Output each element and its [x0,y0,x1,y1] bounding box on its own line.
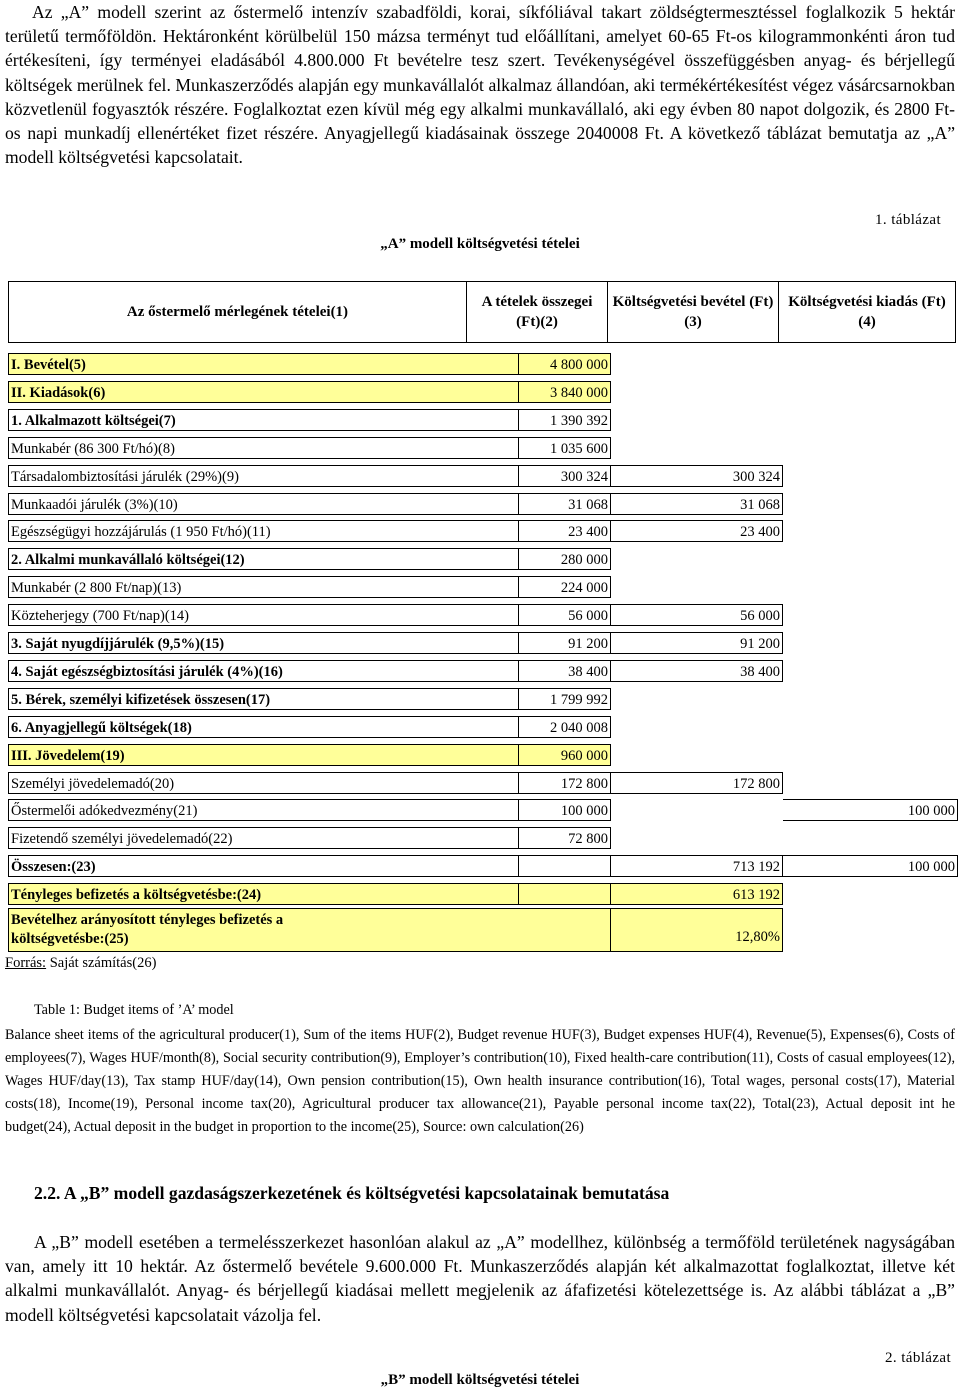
row-revenue: 23 400 [611,520,783,542]
table-row [8,604,958,626]
proportional-label-line1: Bevételhez arányosított tényleges befizetés a [11,912,284,928]
row-sum: 3 840 000 [519,381,611,403]
row-expense [783,772,958,794]
table-row [8,883,958,905]
row-expense [783,604,958,626]
row-revenue [611,799,783,821]
row-label: 6. Anyagjellegű költségek(18) [8,716,519,738]
row-label: I. Bevétel(5) [8,353,519,375]
table-row [8,576,958,598]
row-revenue [611,353,783,375]
row-expense [783,548,958,570]
table-row [8,353,958,375]
row-revenue: 38 400 [611,660,783,682]
row-revenue: 31 068 [611,493,783,515]
b-model-paragraph [5,1230,955,1327]
row-revenue [611,437,783,459]
row-label: Társadalombiztosítási járulék (29%)(9) [8,465,519,487]
b-model-text: A „B” modell esetében a termelésszerkezet hasonlóan alakul az „A” modellhez, különbség a termőföld területének nagyságában van, amely itt 10 hektár. Az őstermelő bevétele 9.600.000 Ft. Munkaszerződés alapján két alkalmazottat foglalkoztat, illetve két alkalmi munkavállalót. Anyag- és bérjellegű kiadásai mellett megjelenik az áfafizetési kötelezettsége is. Az alábbi táblázat a „B” modell költségvetési kapcsolatait vázolja fel. [5,1232,955,1325]
row-label: 3. Saját nyugdíjjárulék (9,5%)(15) [8,632,519,654]
table-row [8,409,958,431]
row-revenue [611,744,783,766]
row-sum: 1 035 600 [519,437,611,459]
proportional-label-line2: költségvetésbe:(25) [11,931,129,947]
row-expense [783,660,958,682]
row-label: 5. Bérek, személyi kifizetések összesen(17) [8,688,519,710]
header-revenue: Költségvetési bevétel (Ft)(3) [612,294,774,330]
row-sum: 91 200 [519,632,611,654]
row-expense [783,520,958,542]
table-row [8,660,958,682]
english-caption [5,1024,955,1139]
row-sum: 300 324 [519,465,611,487]
row-sum: 72 800 [519,827,611,849]
table1-number: 1. táblázat [875,212,942,228]
row-expense [783,632,958,654]
row-expense [783,353,958,375]
row-sum: 1 390 392 [519,409,611,431]
row-label: Fizetendő személyi jövedelemadó(22) [8,827,519,849]
row-expense: 100 000 [783,855,958,877]
row-label: Egészségügyi hozzájárulás (1 950 Ft/hó)(11) [8,520,519,542]
intro-text: Az „A” modell szerint az őstermelő intenzív szabadföldi, korai, síkfóliával takart zöldségtermesztéssel foglalkozik 5 hektár területű termőföldön. Hektáronként körülbelül 150 mázsa terményt tud előállítani, amelyet 60-65 Ft-os kilogrammonkénti áron tud értékesíteni, így terményei eladásából 4.800.000 Ft bevételre tesz szert. Tevékenységével összefüggésben anyag- és bérjellegű költségek merülnek fel. Munkaszerződés alapján egy munkavállalót alkalmaz állandóan, aki termékértékesítést végez vásárcsarnokban közvetlenül fogyasztók részére. Foglalkoztat ezen kívül még egy alkalmi munkavállaló, aki egy évben 80 napot dolgozik, és 2800 Ft-os napi munkadíj ellenértéket fizet részére. Anyagjellegű kiadásainak összege 2040008 Ft. A következő táblázat bemutatja az „A” modell költségvetési kapcsolatait. [5,2,955,168]
row-label: Közteherjegy (700 Ft/nap)(14) [8,604,519,626]
proportional-value: 12,80% [611,908,783,952]
table2-title: „B” modell költségvetési tételei [380,1372,580,1388]
table2-number: 2. táblázat [885,1350,952,1366]
table-row [8,437,958,459]
row-label: Összesen:(23) [8,855,519,877]
row-expense [783,409,958,431]
row-expense [783,688,958,710]
table-row [8,716,958,738]
row-sum: 224 000 [519,576,611,598]
row-revenue: 613 192 [611,883,783,905]
row-label: 2. Alkalmi munkavállaló költségei(12) [8,548,519,570]
row-revenue: 91 200 [611,632,783,654]
header-sum: A tételek összegei (Ft)(2) [481,294,593,330]
table-row [8,632,958,654]
row-sum: 56 000 [519,604,611,626]
row-expense: 100 000 [783,799,958,821]
row-expense [783,381,958,403]
row-expense [783,437,958,459]
table-row [8,465,958,487]
table-row [8,799,958,821]
row-sum: 100 000 [519,799,611,821]
row-revenue: 300 324 [611,465,783,487]
row-sum: 2 040 008 [519,716,611,738]
row-label: 4. Saját egészségbiztosítási járulék (4%)(16) [8,660,519,682]
row-sum: 280 000 [519,548,611,570]
row-revenue [611,688,783,710]
row-sum: 172 800 [519,772,611,794]
header-expense: Költségvetési kiadás (Ft)(4) [788,294,946,330]
table-row [8,827,958,849]
row-sum: 31 068 [519,493,611,515]
table-row [8,688,958,710]
row-expense [783,716,958,738]
row-sum: 960 000 [519,744,611,766]
row-revenue [611,827,783,849]
table-row [8,772,958,794]
table-row [8,744,958,766]
table-row-proportional [8,908,958,952]
row-sum [519,855,611,877]
row-revenue: 56 000 [611,604,783,626]
table-row [8,520,958,542]
row-sum: 4 800 000 [519,353,611,375]
row-sum: 38 400 [519,660,611,682]
table-row [8,381,958,403]
table1-title: „A” modell költségvetési tételei [380,236,580,252]
proportional-label [8,908,611,952]
table1-source [5,955,156,972]
row-label: III. Jövedelem(19) [8,744,519,766]
row-revenue [611,576,783,598]
row-revenue: 172 800 [611,772,783,794]
source-text: Saját számítás(26) [46,955,157,971]
row-label: 1. Alkalmazott költségei(7) [8,409,519,431]
header-items: Az őstermelő mérlegének tételei(1) [126,304,349,320]
english-caption-title: Table 1: Budget items of ’A’ model [34,1002,234,1018]
row-revenue [611,548,783,570]
row-label: Munkabér (2 800 Ft/nap)(13) [8,576,519,598]
row-sum: 23 400 [519,520,611,542]
row-sum [519,883,611,905]
table-row [8,548,958,570]
english-caption-text: Balance sheet items of the agricultural producer(1), Sum of the items HUF(2), Budget revenue HUF(3), Budget expenses HUF(4), Revenue(5), Expenses(6), Costs of employees(7), Wages HUF/month(8), Social security contribution(9), Employer’s contribution(10), Fixed health-care contribution(11), Costs of casual employees(12), Wages HUF/day(13), Tax stamp HUF/day(14), Own pension contribution(15), Own health insurance contribution(16), Total wages, personal costs(17), Material costs(18), Income(19), Personal income tax(20), Agricultural producer tax allowance(21), Payable personal income tax(22), Total(23), Actual deposit int he budget(24), Actual deposit in the budget in proportion to the income(25), Source: own calculation(26) [5,1027,955,1135]
row-expense [783,744,958,766]
row-revenue [611,409,783,431]
table-row [8,493,958,515]
source-label: Forrás: [5,955,47,971]
row-label: Munkabér (86 300 Ft/hó)(8) [8,437,519,459]
row-expense [783,883,958,905]
row-label: Őstermelői adókedvezmény(21) [8,799,519,821]
row-label: II. Kiadások(6) [8,381,519,403]
row-label: Személyi jövedelemadó(20) [8,772,519,794]
section-heading: 2.2. A „B” modell gazdaságszerkezetének és költségvetési kapcsolatainak bemutatása [34,1183,670,1203]
row-revenue [611,381,783,403]
row-expense [783,493,958,515]
row-expense [783,576,958,598]
intro-paragraph [5,0,955,169]
row-revenue: 713 192 [611,855,783,877]
row-sum: 1 799 992 [519,688,611,710]
row-label: Tényleges befizetés a költségvetésbe:(24) [8,883,519,905]
row-expense [783,827,958,849]
row-revenue [611,716,783,738]
row-expense [783,465,958,487]
table-row [8,855,958,877]
row-label: Munkaadói járulék (3%)(10) [8,493,519,515]
